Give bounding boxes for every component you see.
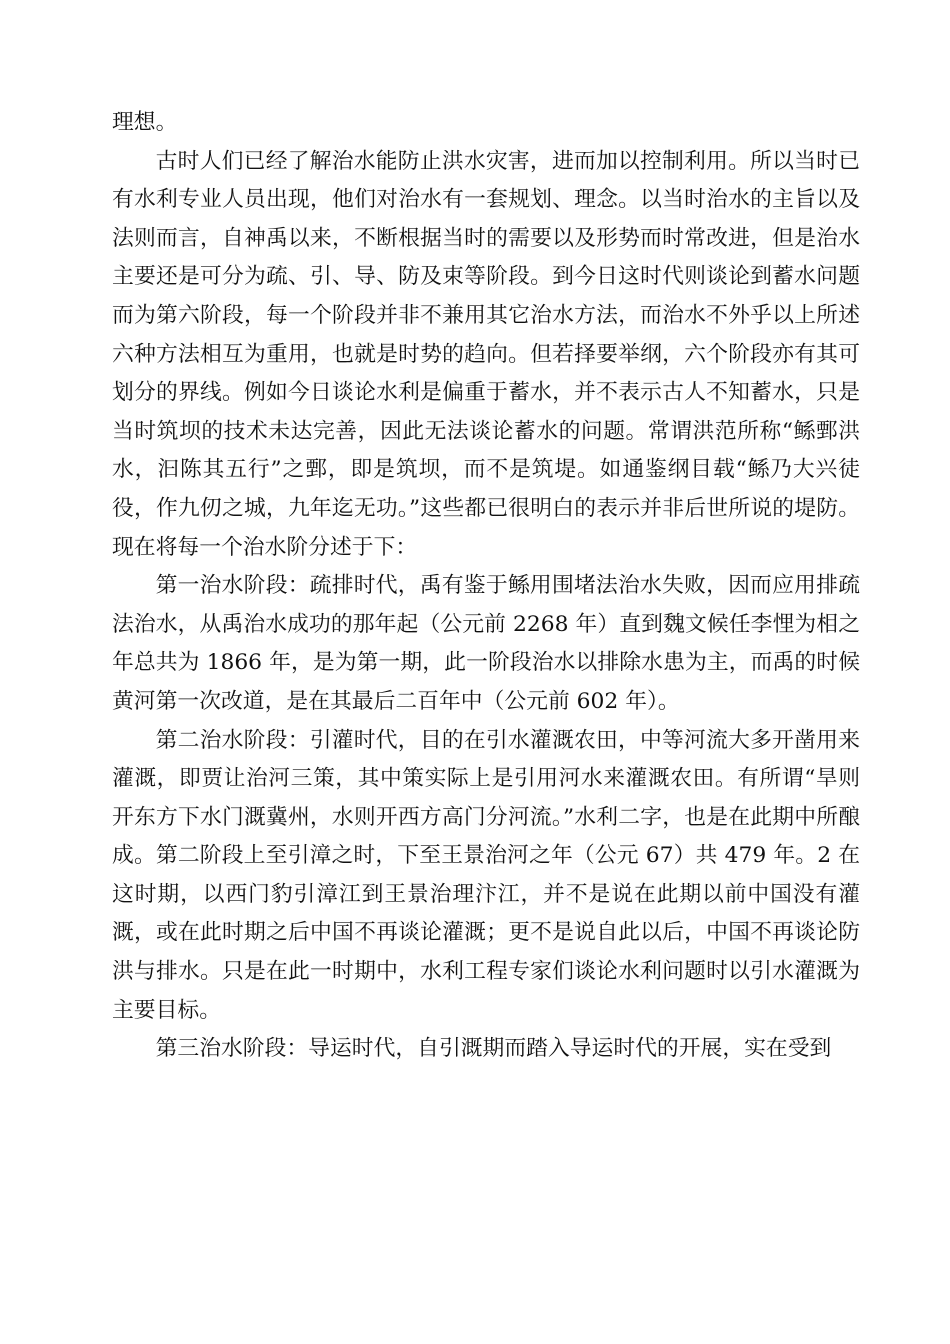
paragraph-stage-three: 第三治水阶段：导运时代，自引溉期而踏入导运时代的开展，实在受到: [155, 1036, 832, 1062]
body-text: [112, 104, 860, 1069]
paragraph-stage-two: 第二治水阶段：引灌时代，目的在引水灌溉农田，中等河流大多开凿用来灌溉，即贾让治河三策，其中策实际上是引用河水来灌溉农田。有所谓“旱则开东方下水门溉冀州，水则开西方高门分河流。”水利二字，也是在此期中所酿成。第二阶段上至引漳之时，下至王景治河之年（公元 67）共 479 年。2 在这时期，以西门豹引漳江到王景治理汴江，并不是说在此期以前中国没有灌溉，或在此时期之后中国不再谈论灌溉；更不是说自此以后，中国不再谈论防洪与排水。只是在此一时期中，水利工程专家们谈论水利问题时以引水灌溉为主要目标。: [112, 727, 860, 1023]
paragraph-continuation: 理想。: [112, 110, 178, 135]
paragraph-intro: 古时人们已经了解治水能防止洪水灾害，进而加以控制利用。所以当时已有水利专业人员出现，他们对治水有一套规划、理念。以当时治水的主旨以及法则而言，自神禹以来，不断根据当时的需要以及形势而时常改进，但是治水主要还是可分为疏、引、导、防及束等阶段。到今日这时代则谈论到蓄水问题而为第六阶段，每一个阶段并非不兼用其它治水方法，而治水不外乎以上所述六种方法相互为重用，也就是时势的趋向。但若择要举纲，六个阶段亦有其可划分的界线。例如今日谈论水利是偏重于蓄水，并不表示古人不知蓄水，只是当时筑坝的技术未达完善，因此无法谈论蓄水的问题。常谓洪范所称“鲧鄄洪水，汩陈其五行”之鄄，即是筑坝，而不是筑堤。如通鉴纲目载“鲧乃大兴徒役，作九仞之城，九年迄无功。”这些都已很明白的表示并非后世所说的堤防。现在将每一个治水阶分述于下：: [112, 148, 860, 560]
paragraph-stage-one: 第一治水阶段：疏排时代，禹有鉴于鲧用围堵法治水失败，因而应用排疏法治水，从禹治水成功的那年起（公元前 2268 年）直到魏文候任李悝为相之年总共为 1866 年，是为第一期，此一阶段治水以排除水患为主，而禹的时候黄河第一次改道，是在其最后二百年中（公元前 602 年）。: [112, 573, 860, 714]
